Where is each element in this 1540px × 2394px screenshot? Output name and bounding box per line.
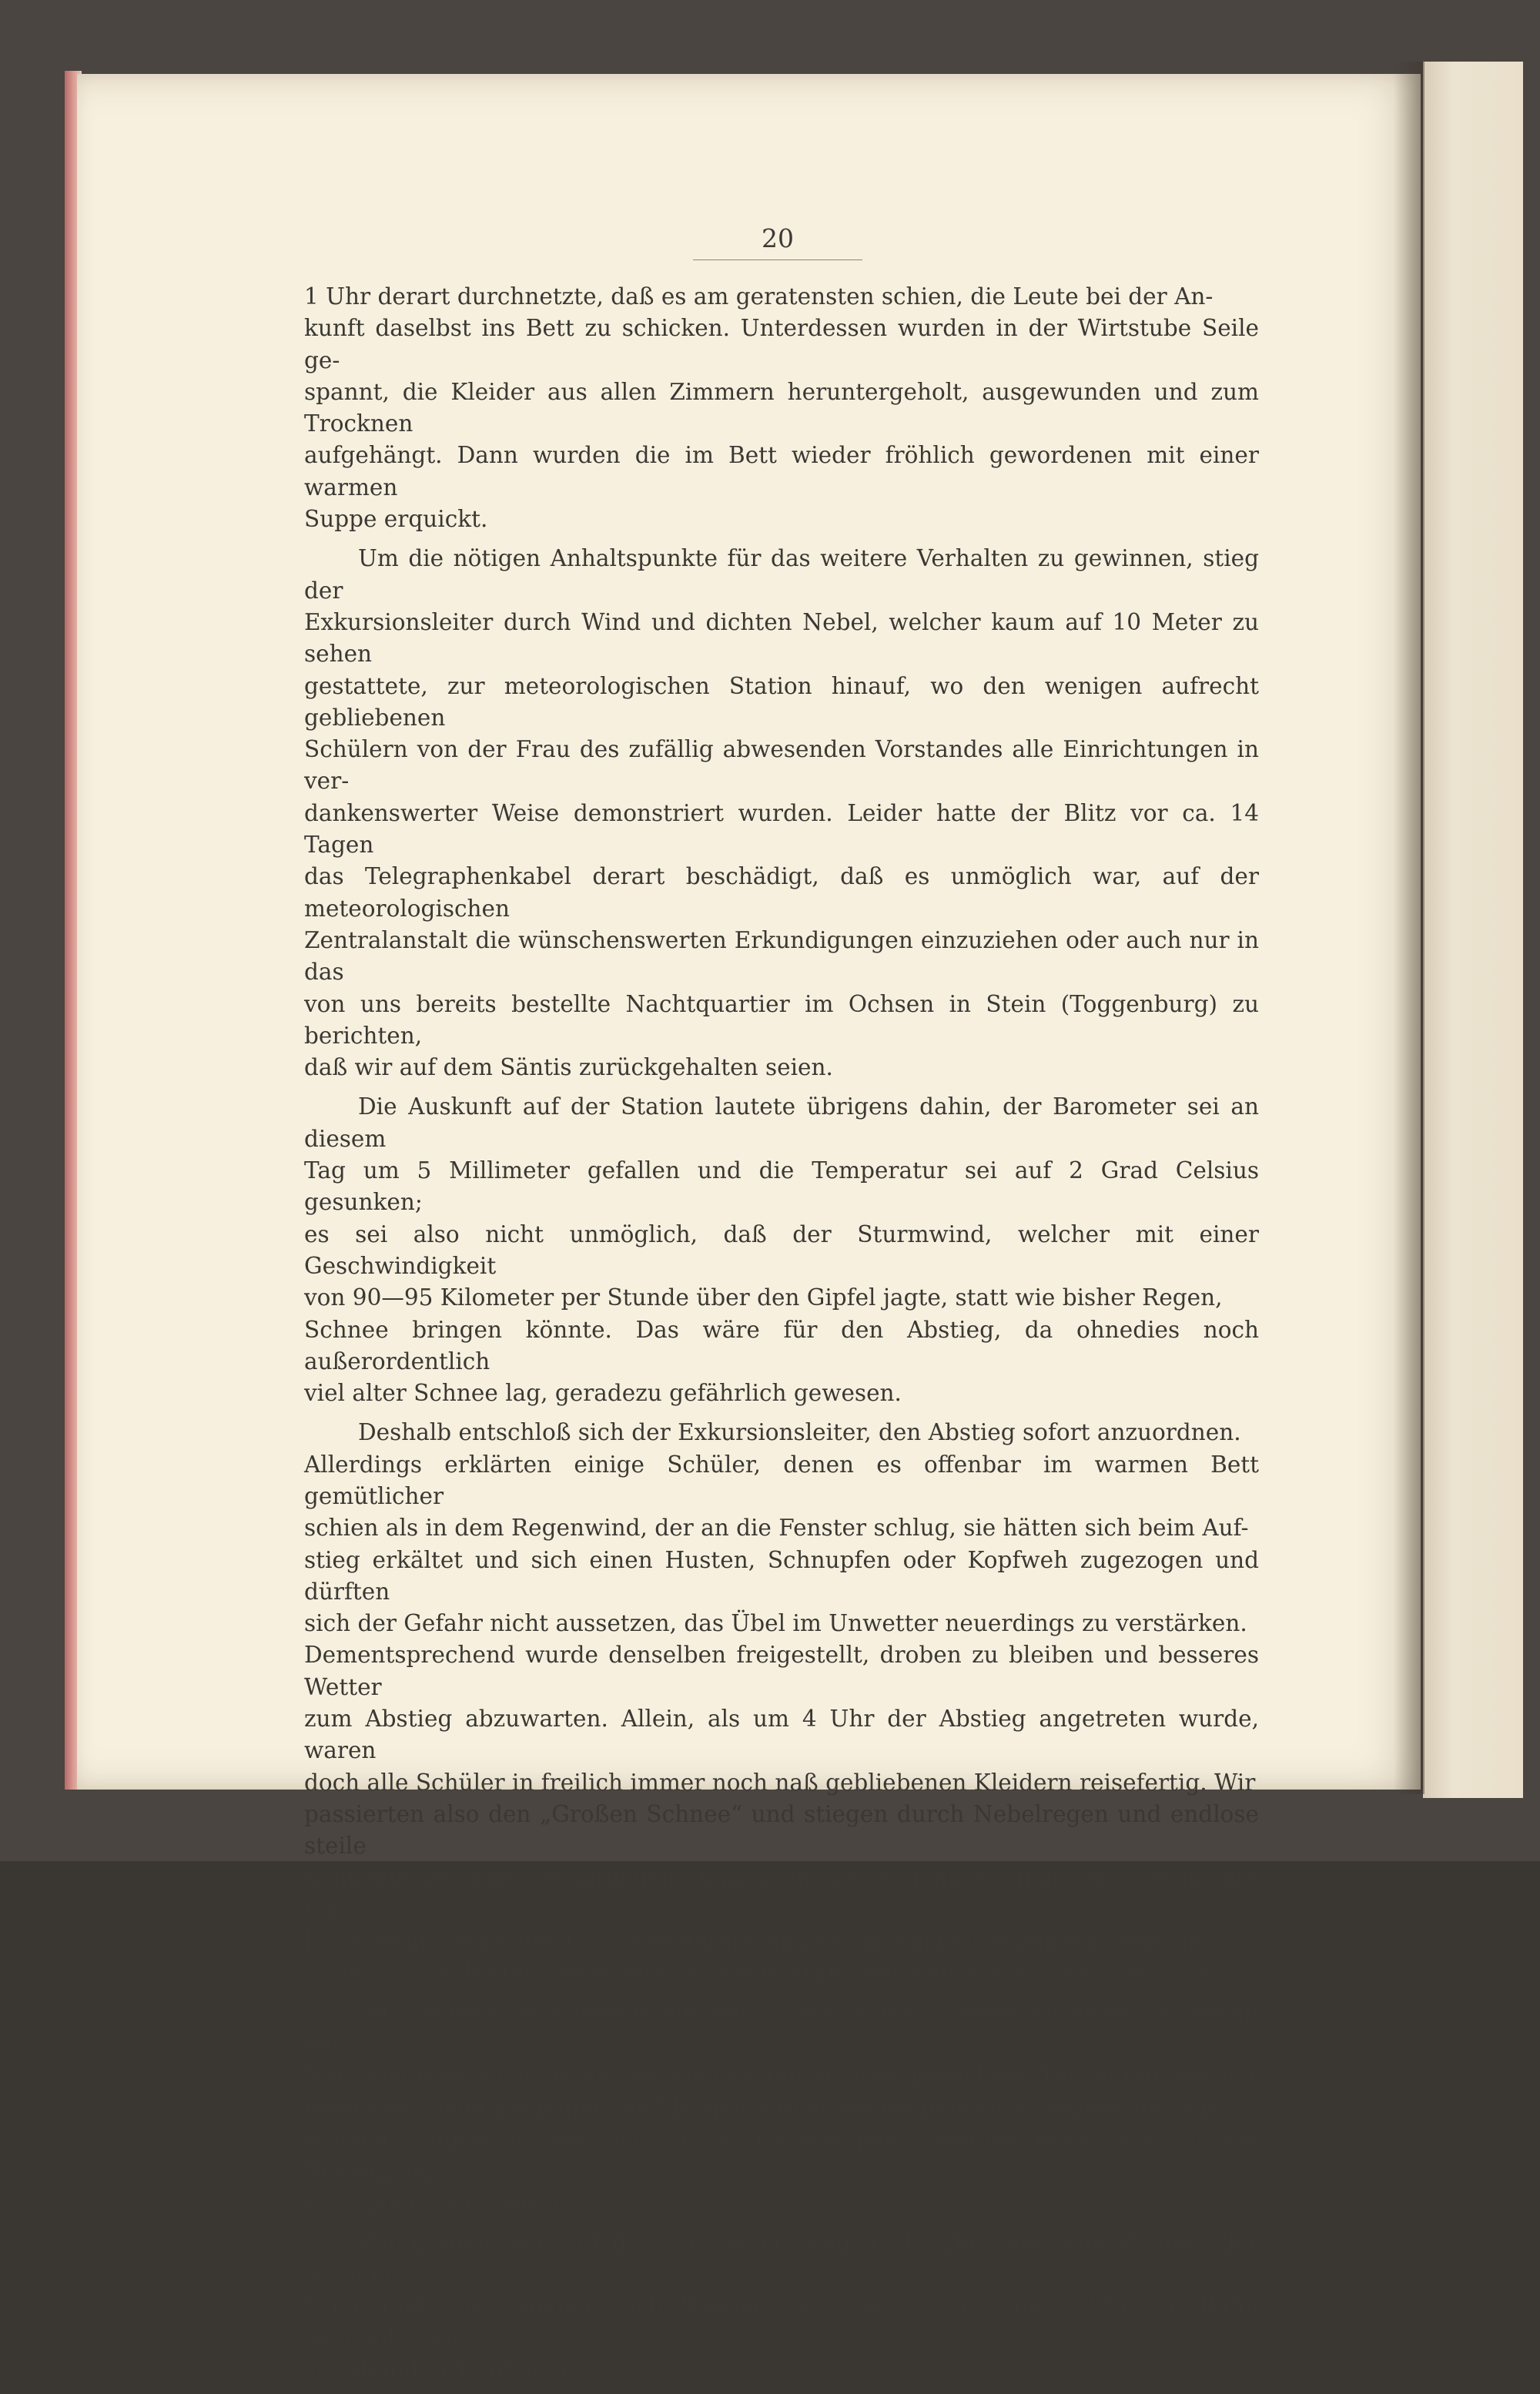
paragraph: Deshalb entschloß sich der Exkursionsleiter, den Abstieg sofort anzuordnen. Allerdings erklärten einige Schüler, denen es offenbar im warmen Bett gemütlicher schien als in dem Regenwind, der an die Fenster schlug, sie hätten sich beim Auf- stieg erkältet und sich einen Husten, Schnupfen oder Kopfweh zugezogen und dürften sich der Gefahr nicht aussetzen, das Übel im Unwetter neuerdings zu verstärken. Dementsprechend wurde denselben freigestellt, droben zu bleiben und besseres Wetter zum Abstieg abzuwarten. Allein, als um 4 Uhr der Abstieg angetreten wurde, waren doch alle Schüler in freilich immer noch naß gebliebenen Kleidern reisefertig. Wir passierten also den „Großen Schnee“ und stiegen durch Nebelregen und endlose steile Schneefelder zum „Schafboden“ und nach Alt St. Johann hinab. Hier erquickte und kurierte uns ein gutes Glas Bier derart, daß der fröhliche Gesang während des Marsches nach Stein auch bei den vorhin krank gemeldeten fast nie verstummte. [304,1419,1259,1987]
paragraph: 1 Uhr derart durchnetzte, daß es am geratensten schien, die Leute bei der An- kunft daselbst ins Bett zu schicken. Unterdessen wurden in der Wirtstube Seile ge- spannt, die Kleider aus allen Zimmern heruntergeholt, ausgewunden und zum Trocknen aufgehängt. Dann wurden die im Bett wieder fröhlich gewordenen mit einer warmen Suppe erquickt. [304,283,1259,533]
paragraph: Die Auskunft auf der Station lautete übrigens dahin, der Barometer sei an diesem Tag um 5 Millimeter gefallen und die Temperatur sei auf 2 Grad Celsius gesunken; es sei also nicht unmöglich, daß der Sturmwind, welcher mit einer Geschwindigkeit von 90—95 Kilometer per Stunde über den Gipfel jagte, statt wie bisher Regen, Schnee bringen könnte. Das wäre für den Abstieg, da ohnedies noch außerordentlich viel alter Schnee lag, geradezu gefährlich gewesen. [304,1093,1259,1407]
facing-page [1423,62,1523,1798]
body-text [304,281,1259,2394]
book-gutter [1394,62,1424,1794]
paragraph: Wir gingen also auf dem kürzesten Weg, d. h. über den Sumpfboden der Amdener Höhe und über Amden nach Weesen, wo uns nachmittags 3 Uhr die Bahn wohlbehalten zur Heimfahrt aufnahm. [304,2229,1259,2383]
paragraph: Um die nötigen Anhaltspunkte für das weitere Verhalten zu gewinnen, stieg der Exkursionsleiter durch Wind und dichten Nebel, welcher kaum auf 10 Meter zu sehen gestattete, zur meteorologischen Station hinauf, wo den wenigen aufrecht gebliebenen Schülern von der Frau des zufällig abwesenden Vorstandes alle Einrichtungen in ver- dankenswerter Weise demonstriert wurden. Leider hatte der Blitz vor ca. 14 Tagen das Telegraphenkabel derart beschädigt, daß es unmöglich war, auf der meteorologischen Zentralanstalt die wünschenswerten Erkundigungen einzuziehen oder auch nur in das von uns bereits bestellte Nachtquartier im Ochsen in Stein (Toggenburg) zu berichten, daß wir auf dem Säntis zurückgehalten seien. [304,545,1259,1081]
page-number: 20 [693,223,862,260]
paragraph: Im „Ochsen“ war bereits ein reichliches, gutes Nachtessen bereit. Während der Nacht wurden auch die nassen Kleider und Schuhe getrocknet. Das nützte freilich nicht viel. Denn am folgenden Morgen fing es neuerdings an zu regnen und die Wolken hingen so tief, daß auch die eifrigsten Steiger feierlichst auf die Besteigung des Speers verzichteten. [304,1999,1259,2217]
